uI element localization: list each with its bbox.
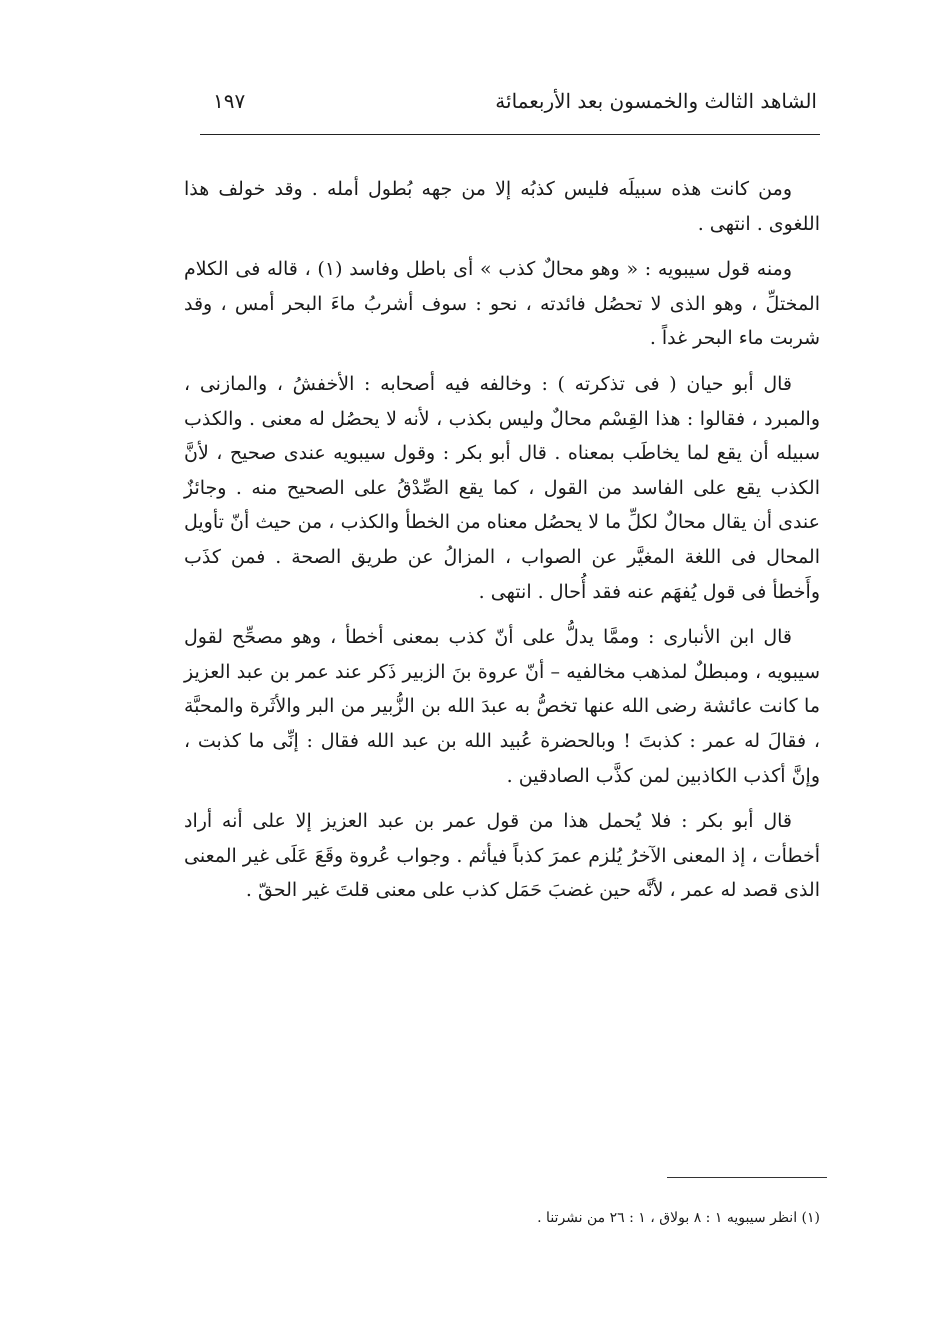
paragraph: ومن كانت هذه سبيلَه فليس كذبُه إلا من جهه بُطول أمله . وقد خولف هذا اللغوى . انتهى . <box>184 178 820 235</box>
header-rule <box>200 134 820 135</box>
paragraph: قال أبو حيان ( فى تذكرته ) : وخالفه فيه أصحابه : الأخفشُ ، والمازنى ، والمبرد ، فقالوا : هذا القِسْم محالٌ وليس بكذب ، لأنه لا يحصُل له معنى . والكذب سبيله أن يقع لما يخاطَب بمعناه . قال أبو بكر : وقول سيبويه عندى صحيح ، لأنَّ الكذب يقع على الفاسد من القول ، كما يقع الصِّدْقُ على الصحيح منه . وجائزٌ عندى أن يقال محالٌ لكلِّ ما لا يحصُل معناه من الخطأ والكذب ، من حيث أنّ تأويل المحال فى اللغة المغيَّر عن الصواب ، المزالُ عن طريق الصحة . فمن كذَب وأَخطأ فى قول يُفهَم عنه فقد أُحال . انتهى . <box>184 372 820 603</box>
paragraph: ومنه قول سيبويه : « وهو محالٌ كذب » أى باطل وفاسد (١) ، قاله فى الكلام المختلِّ ، وهو الذى لا تحصُل فائدته ، نحو : سوف أشربُ ماءَ البحر أمس ، وقد شربت ماء البحر غداً . <box>184 258 820 350</box>
body-text <box>184 172 820 919</box>
page-header <box>205 86 817 120</box>
paragraph: قال ابن الأنبارى : وممَّا يدلُّ على أنّ كذب بمعنى أخطأ ، وهو مصحِّح لقول سيبويه ، ومبطلٌ لمذهب مخالفيه – أنّ عروة بنَ الزبير ذَكر عند عمر بن عبد العزيز ما كانت عائشة رضى الله عنها تخصُّ به عبدَ الله بن الزُّبير من البر والأثَرة والمحبَّة ، فقالَ له عمر : كذبتَ ! وبالحضرة عُبيد الله بن عبد الله فقال : إنِّى ما كذبت ، وإنَّ أكذب الكاذبين لمن كذَّب الصادقين . <box>184 626 820 787</box>
footnote-rule <box>667 1177 827 1178</box>
footnote: (١) انظر سيبويه ١ : ٨ بولاق ، ١ : ٢٦ من نشرتنا . <box>537 1210 820 1226</box>
page-number: ١٩٧ <box>213 89 246 113</box>
running-title: الشاهد الثالث والخمسون بعد الأربعمائة <box>495 89 817 113</box>
paragraph: قال أبو بكر : فلا يُحمل هذا من قول عمر بن عبد العزيز إلا على أنه أراد أخطأت ، إذ المعنى الآخرُ يُلزم عمرَ كذباً فيأثم . وجواب عُروة وقَعَ عَلَى غير المعنى الذى قصد له عمر ، لأنَّه حين غضبَ حَمَل كذب على معنى قلتَ غير الحقّ . <box>184 810 820 902</box>
